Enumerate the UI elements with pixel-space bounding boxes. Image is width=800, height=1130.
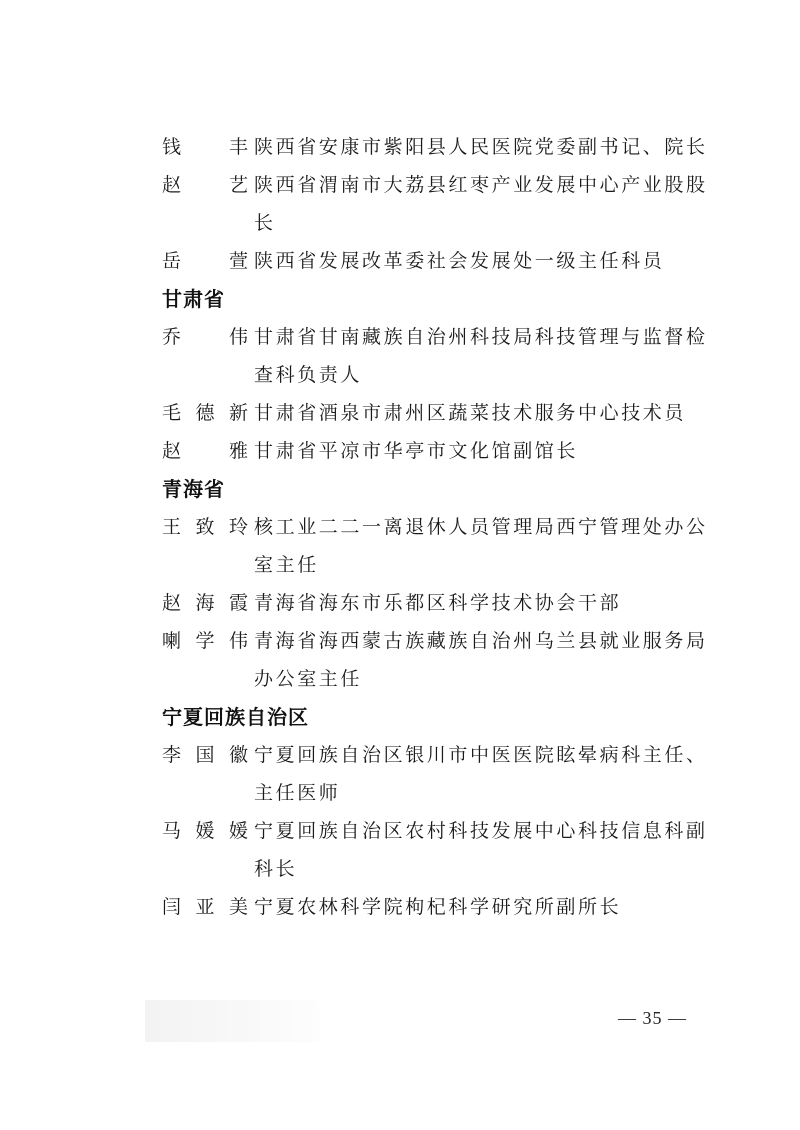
person-name: 岳 萱 [162,250,248,272]
name-list [162,128,722,926]
list-entry [162,622,722,698]
list-entry [162,584,722,622]
list-entry [162,242,722,280]
page-number: — 35 — [618,1008,687,1028]
person-name: 赵 雅 [162,440,248,462]
list-entry [162,812,722,888]
list-entry [162,888,722,926]
person-name: 毛德新 [162,402,248,424]
person-name: 赵 艺 [162,174,248,196]
list-entry [162,736,722,812]
person-title: 宁夏回族自治区银川市中医医院眩晕病科主任、主任医师 [254,744,708,804]
person-name: 乔 伟 [162,326,248,348]
person-title: 陕西省发展改革委社会发展处一级主任科员 [254,250,665,272]
person-name: 王致玲 [162,516,248,538]
list-entry [162,508,722,584]
person-name: 赵海霞 [162,592,248,614]
person-name: 马媛媛 [162,820,248,842]
person-title: 核工业二二一离退休人员管理局西宁管理处办公室主任 [254,516,708,576]
person-name: 闫亚美 [162,896,248,918]
list-entry [162,394,722,432]
list-entry [162,318,722,394]
person-title: 甘肃省酒泉市肃州区蔬菜技术服务中心技术员 [254,402,687,424]
section-heading-qinghai: 青海省 [162,477,225,501]
person-name: 钱 丰 [162,136,248,158]
faint-bleedthrough-mark [145,1000,320,1042]
section-heading-ningxia: 宁夏回族自治区 [162,705,309,729]
person-title: 青海省海西蒙古族藏族自治州乌兰县就业服务局办公室主任 [254,630,708,690]
list-entry [162,166,722,242]
person-title: 陕西省安康市紫阳县人民医院党委副书记、院长 [254,136,708,158]
person-name: 李国徽 [162,744,248,766]
person-title: 宁夏农林科学院枸杞科学研究所副所长 [254,896,622,918]
person-title: 甘肃省平凉市华亭市文化馆副馆长 [254,440,579,462]
list-entry [162,432,722,470]
person-title: 甘肃省甘南藏族自治州科技局科技管理与监督检查科负责人 [254,326,708,386]
list-entry [162,128,722,166]
person-title: 陕西省渭南市大荔县红枣产业发展中心产业股股长 [254,174,708,234]
person-title: 青海省海东市乐都区科学技术协会干部 [254,592,622,614]
section-heading-gansu: 甘肃省 [162,287,225,311]
person-title: 宁夏回族自治区农村科技发展中心科技信息科副科长 [254,820,708,880]
person-name: 喇学伟 [162,630,248,652]
